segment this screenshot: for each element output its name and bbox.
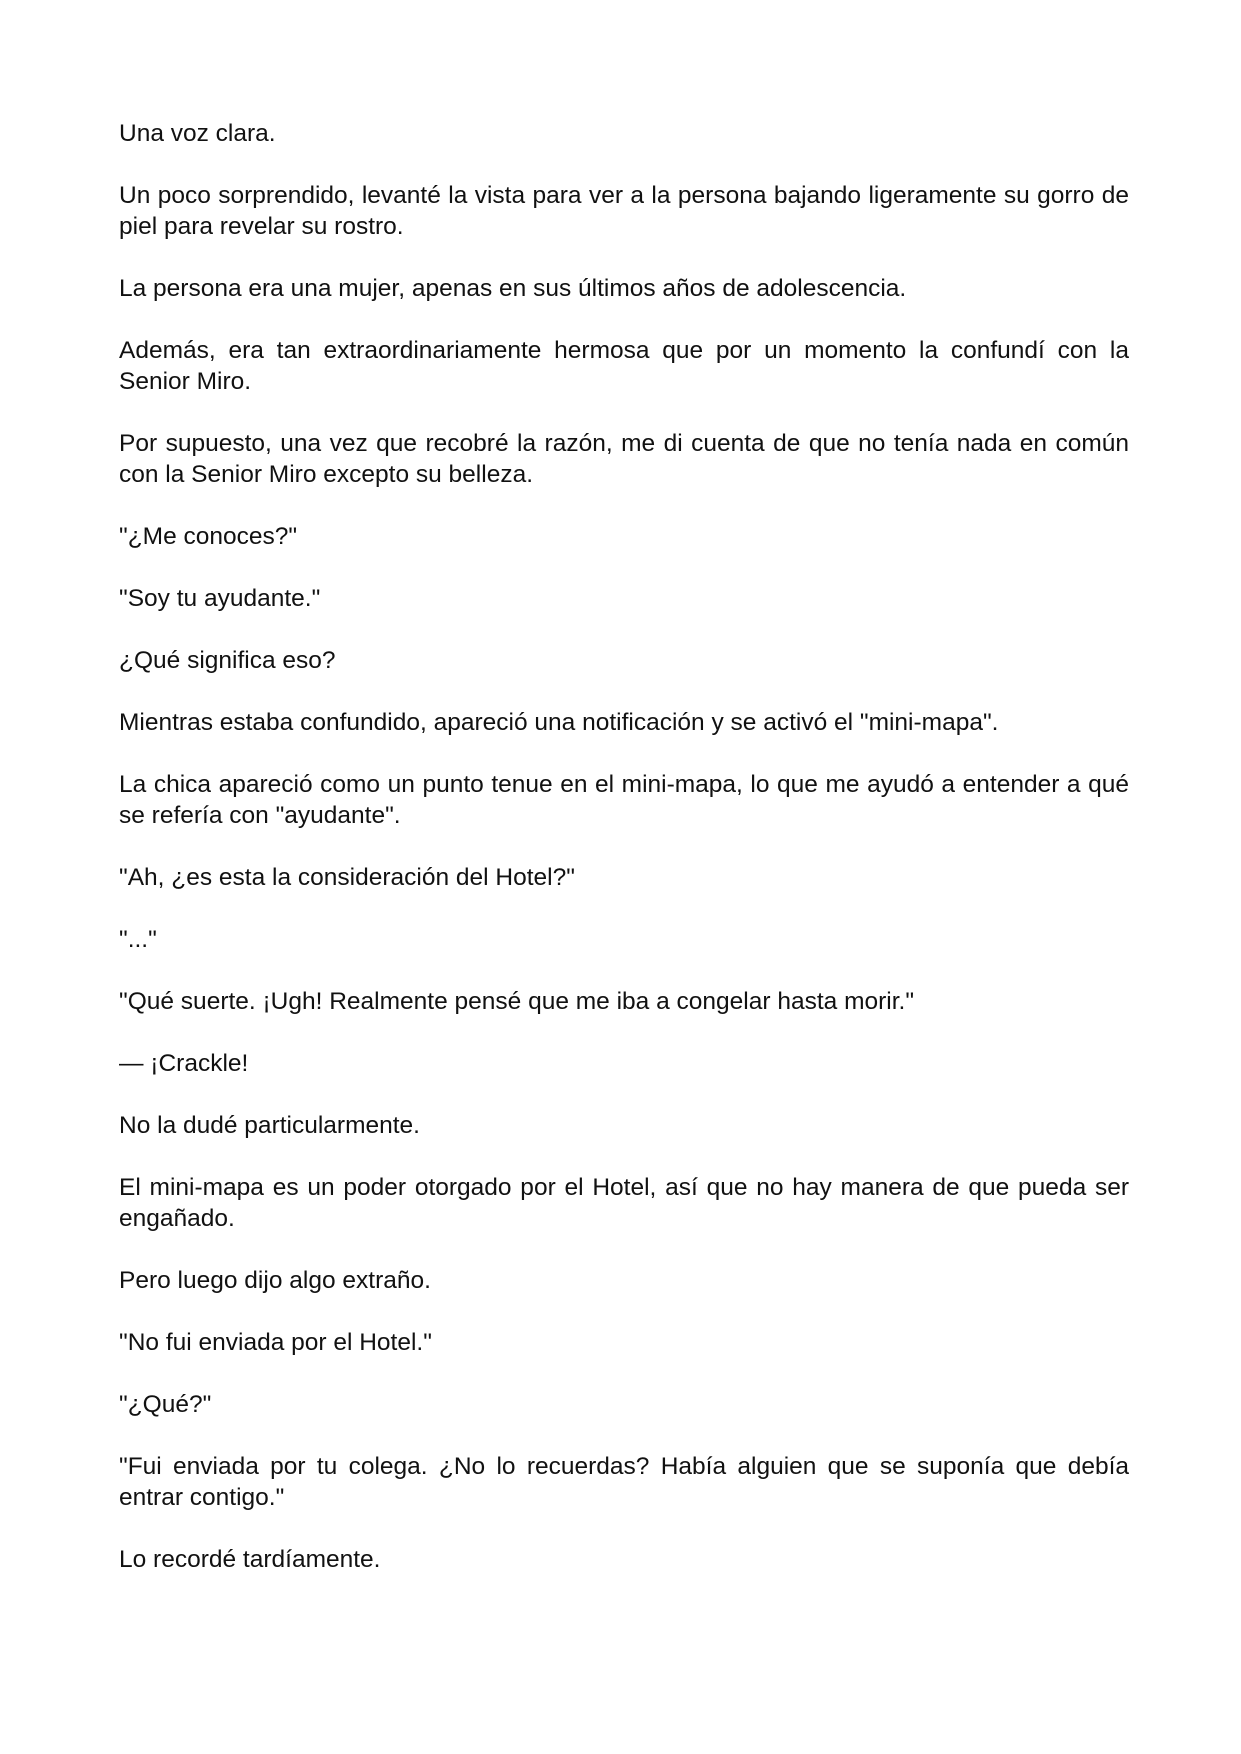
paragraph-12: "..." [119,926,157,953]
paragraph-6: "¿Me conoces?" [119,523,298,550]
paragraph-3: La persona era una mujer, apenas en sus últimos años de adolescencia. [119,275,907,302]
paragraph-1: Una voz clara. [119,120,276,147]
paragraph-4: Además, era tan extraordinariamente hermosa que por un momento la confundí con la Senior Miro. [119,337,1129,395]
paragraph-17: Pero luego dijo algo extraño. [119,1267,431,1294]
paragraph-19: "¿Qué?" [119,1391,212,1418]
paragraph-5: Por supuesto, una vez que recobré la razón, me di cuenta de que no tenía nada en común con la Senior Miro excepto su belleza. [119,430,1129,488]
paragraph-18: "No fui enviada por el Hotel." [119,1329,432,1356]
paragraph-10: La chica apareció como un punto tenue en el mini-mapa, lo que me ayudó a entender a qué se refería con "ayudante". [119,771,1129,829]
paragraph-9: Mientras estaba confundido, apareció una notificación y se activó el "mini-mapa". [119,709,999,736]
paragraph-14: — ¡Crackle! [119,1050,249,1077]
paragraph-2: Un poco sorprendido, levanté la vista para ver a la persona bajando ligeramente su gorro de piel para revelar su rostro. [119,182,1129,240]
body-text [119,118,1129,1606]
paragraph-7: "Soy tu ayudante." [119,585,321,612]
paragraph-16: El mini-mapa es un poder otorgado por el Hotel, así que no hay manera de que pueda ser engañado. [119,1174,1129,1232]
paragraph-13: "Qué suerte. ¡Ugh! Realmente pensé que me iba a congelar hasta morir." [119,988,915,1015]
paragraph-21: Lo recordé tardíamente. [119,1546,381,1573]
paragraph-11: "Ah, ¿es esta la consideración del Hotel?" [119,864,575,891]
paragraph-15: No la dudé particularmente. [119,1112,420,1139]
paragraph-8: ¿Qué significa eso? [119,647,336,674]
paragraph-20: "Fui enviada por tu colega. ¿No lo recuerdas? Había alguien que se suponía que debía entrar contigo." [119,1453,1129,1511]
